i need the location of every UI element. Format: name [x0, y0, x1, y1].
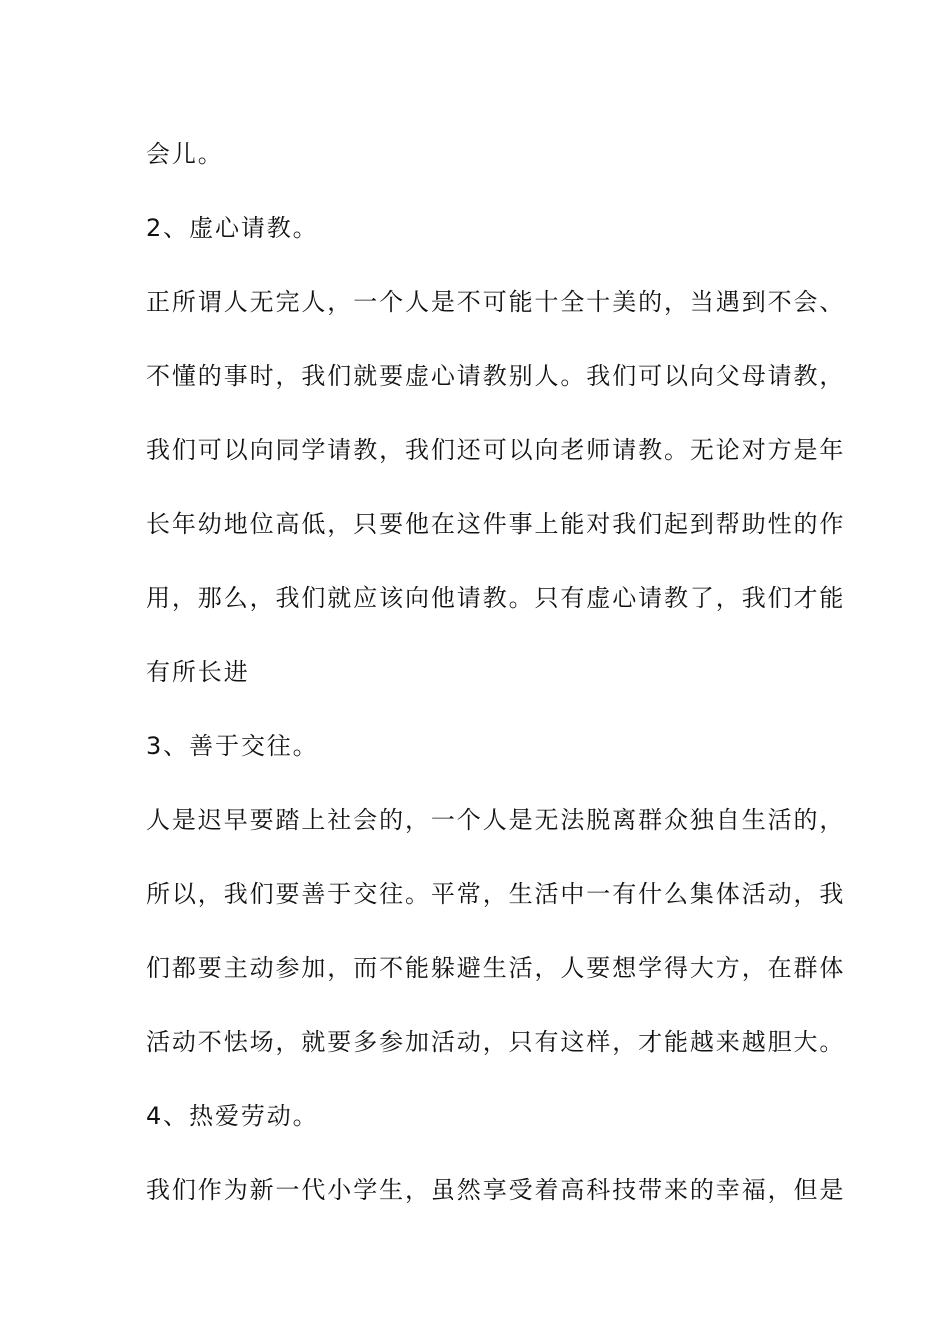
text-line: 不懂的事时，我们就要虚心请教别人。我们可以向父母请教， — [146, 362, 846, 390]
text-line: 所以，我们要善于交往。平常，生活中一有什么集体活动，我 — [146, 880, 846, 908]
text-line: 用，那么，我们就应该向他请教。只有虚心请教了，我们才能 — [146, 584, 846, 612]
text-line: 我们作为新一代小学生，虽然享受着高科技带来的幸福，但是 — [146, 1176, 846, 1204]
section-heading: 4、热爱劳动。 — [146, 1102, 319, 1130]
text-line: 们都要主动参加，而不能躲避生活，人要想学得大方，在群体 — [146, 954, 846, 982]
text-line: 长年幼地位高低，只要他在这件事上能对我们起到帮助性的作 — [146, 510, 846, 538]
section-heading: 3、善于交往。 — [146, 732, 319, 760]
text-line: 活动不怯场，就要多参加活动，只有这样，才能越来越胆大。 — [146, 1028, 846, 1056]
text-line: 有所长进 — [146, 658, 250, 686]
text-line: 正所谓人无完人，一个人是不可能十全十美的，当遇到不会、 — [146, 288, 846, 316]
text-line: 人是迟早要踏上社会的，一个人是无法脱离群众独自生活的， — [146, 806, 846, 834]
text-line: 会儿。 — [146, 140, 224, 168]
text-line: 我们可以向同学请教，我们还可以向老师请教。无论对方是年 — [146, 436, 846, 464]
section-heading: 2、虚心请教。 — [146, 214, 319, 242]
